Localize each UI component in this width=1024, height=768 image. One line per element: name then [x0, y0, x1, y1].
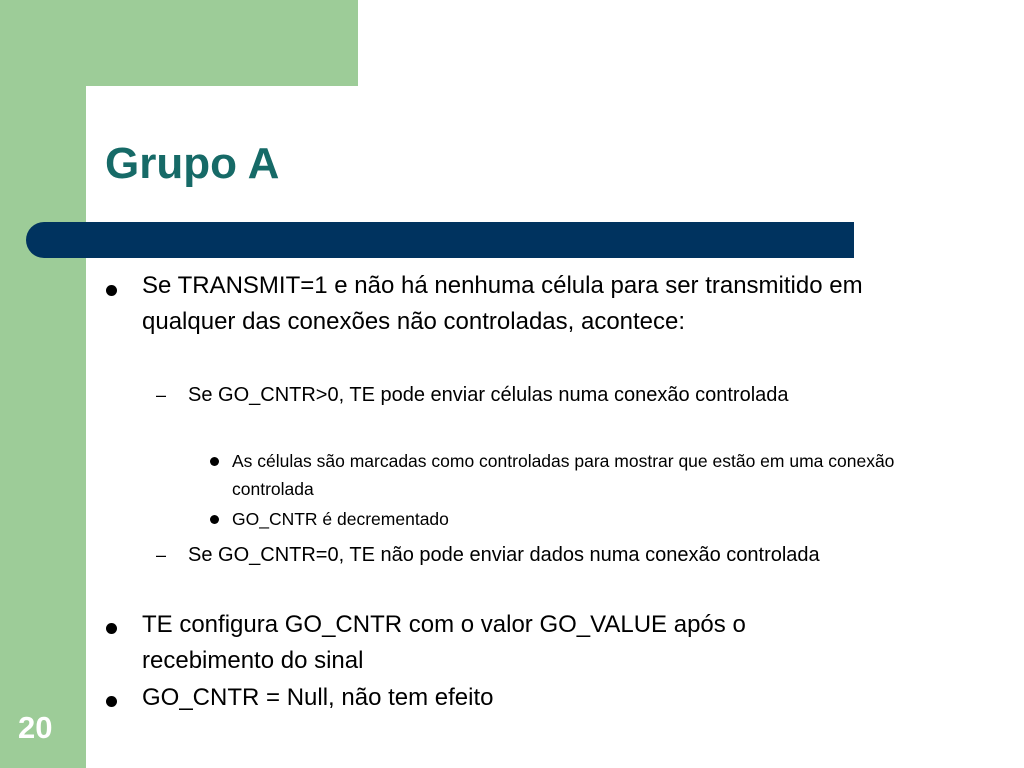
bullet-item: TE configura GO_CNTR com o valor GO_VALUE após o recebimento do sinal: [142, 611, 746, 674]
sub-bullet-item: Se GO_CNTR>0, TE pode enviar células numa conexão controlada: [188, 384, 789, 406]
left-green-band: [0, 0, 86, 768]
bullet-dot-icon: [106, 623, 117, 634]
sub-sub-bullet-item: As células são marcadas como controladas para mostrar que estão em uma conexão controlada: [232, 451, 895, 499]
title-underline-bar: [26, 222, 854, 258]
top-green-band: [0, 0, 358, 86]
bullet-item: Se TRANSMIT=1 e não há nenhuma célula para ser transmitido em qualquer das conexões não controladas, acontece:: [142, 272, 863, 335]
sub-sub-bullet-item: GO_CNTR é decrementado: [232, 509, 449, 529]
bullet-dot-icon: [210, 515, 219, 524]
bullet-dot-icon: [106, 696, 117, 707]
slide-page-number: 20: [18, 710, 53, 745]
bullet-dot-icon: [210, 457, 219, 466]
slide-title: Grupo A: [105, 139, 280, 188]
dash-marker-icon: –: [156, 385, 167, 405]
bullet-dot-icon: [106, 285, 117, 296]
bullet-item: GO_CNTR = Null, não tem efeito: [142, 684, 494, 711]
dash-marker-icon: –: [156, 545, 167, 565]
sub-bullet-item: Se GO_CNTR=0, TE não pode enviar dados numa conexão controlada: [188, 544, 820, 566]
